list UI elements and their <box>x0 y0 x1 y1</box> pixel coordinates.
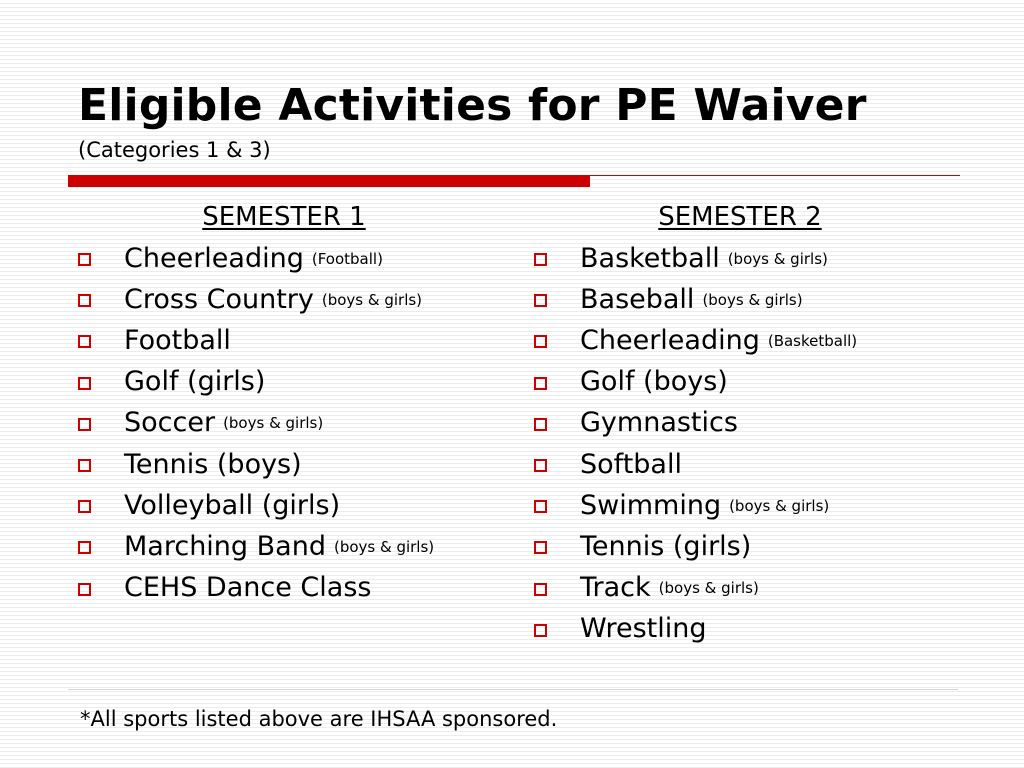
list-item <box>74 279 494 320</box>
activity-label: Golf (boys) <box>580 366 728 398</box>
hollow-square-icon <box>534 541 547 554</box>
activity-label: Softball <box>580 448 682 480</box>
hollow-square-icon <box>534 335 547 348</box>
activity-note: (boys & girls) <box>658 579 759 598</box>
hollow-square-icon <box>78 335 91 348</box>
activity-note: (Football) <box>311 249 383 268</box>
list-item <box>530 238 950 279</box>
activity-note: (boys & girls) <box>333 537 435 556</box>
activity-label: Gymnastics <box>580 407 738 439</box>
title-accent-bar <box>68 175 590 187</box>
activity-label: Tennis (boys) <box>124 448 302 480</box>
semester-1-list <box>74 238 494 609</box>
activity-label: Track <box>580 572 651 604</box>
title-accent-line <box>590 175 960 176</box>
activity-label: Baseball <box>580 283 695 315</box>
slide-subtitle: (Categories 1 & 3) <box>78 138 271 162</box>
activity-label: CEHS Dance Class <box>124 572 372 604</box>
footer-divider <box>68 689 958 690</box>
list-item <box>530 403 950 444</box>
list-item <box>530 444 950 485</box>
hollow-square-icon <box>78 459 91 472</box>
hollow-square-icon <box>78 253 91 266</box>
hollow-square-icon <box>534 294 547 307</box>
semester-1-column <box>74 196 494 609</box>
hollow-square-icon <box>78 418 91 431</box>
slide-title: Eligible Activities for PE Waiver <box>78 80 867 131</box>
list-item <box>74 403 494 444</box>
hollow-square-icon <box>534 500 547 513</box>
list-item <box>74 362 494 403</box>
list-item <box>74 485 494 526</box>
hollow-square-icon <box>78 500 91 513</box>
activity-label: Football <box>124 324 231 356</box>
activity-note: (boys & girls) <box>727 249 828 268</box>
list-item <box>74 568 494 609</box>
activity-label: Swimming <box>580 489 722 521</box>
activity-label: Cheerleading <box>580 324 760 356</box>
hollow-square-icon <box>78 583 91 596</box>
activity-label: Golf (girls) <box>124 366 266 398</box>
semester-2-list <box>530 238 950 650</box>
list-item <box>74 526 494 567</box>
list-item <box>74 444 494 485</box>
footnote: *All sports listed above are IHSAA sponsored. <box>80 707 558 731</box>
hollow-square-icon <box>534 253 547 266</box>
list-item <box>530 320 950 361</box>
activity-note: (boys & girls) <box>729 496 830 515</box>
hollow-square-icon <box>78 294 91 307</box>
list-item <box>530 609 950 650</box>
semester-2-heading: SEMESTER 2 <box>658 202 822 232</box>
activity-note: (Basketball) <box>767 331 858 350</box>
hollow-square-icon <box>78 377 91 390</box>
activity-label: Basketball <box>580 242 720 274</box>
activity-label: Volleyball (girls) <box>124 489 341 521</box>
list-item <box>530 526 950 567</box>
activity-note: (boys & girls) <box>321 290 423 309</box>
list-item <box>530 568 950 609</box>
activity-label: Marching Band <box>124 530 326 562</box>
semester-1-heading: SEMESTER 1 <box>202 202 366 232</box>
hollow-square-icon <box>534 377 547 390</box>
list-item <box>74 238 494 279</box>
semester-2-column <box>530 196 950 650</box>
activity-note: (boys & girls) <box>223 414 324 433</box>
list-item <box>530 485 950 526</box>
activity-label: Cheerleading <box>124 242 304 274</box>
activity-label: Tennis (girls) <box>580 530 752 562</box>
hollow-square-icon <box>534 624 547 637</box>
activity-label: Soccer <box>124 407 216 439</box>
hollow-square-icon <box>534 418 547 431</box>
hollow-square-icon <box>534 459 547 472</box>
activity-label: Cross Country <box>124 283 314 315</box>
hollow-square-icon <box>534 583 547 596</box>
activity-note: (boys & girls) <box>702 290 803 309</box>
hollow-square-icon <box>78 541 91 554</box>
list-item <box>530 279 950 320</box>
list-item <box>74 320 494 361</box>
activity-label: Wrestling <box>580 613 707 645</box>
list-item <box>530 362 950 403</box>
